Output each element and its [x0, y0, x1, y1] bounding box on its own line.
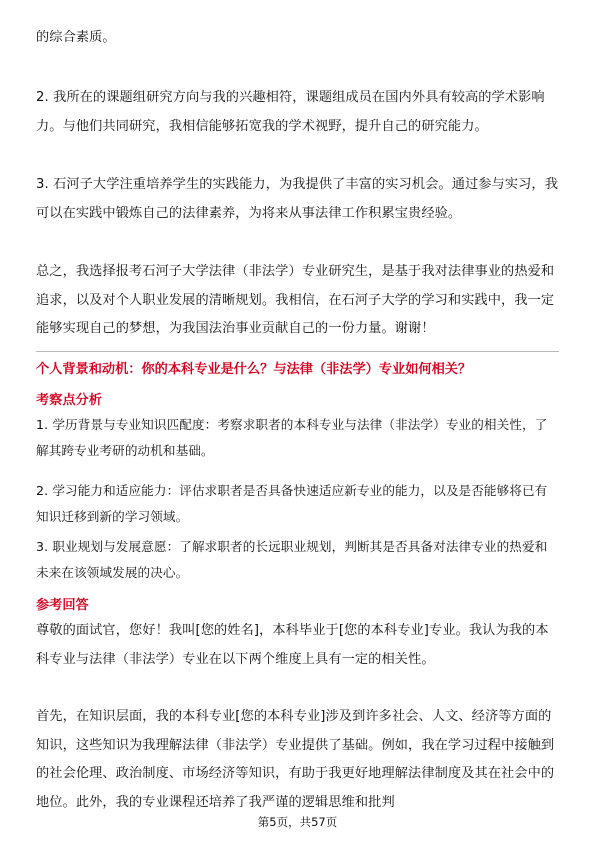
- page-number: 第5页，共57页: [257, 815, 338, 829]
- analysis-heading: 考察点分析: [36, 393, 102, 408]
- paragraph-point-3: 3. 石河子大学注重培养学生的实践能力，为我提供了丰富的实习机会。通过参与实习，我可以在实践中锻炼自己的法律素养，为将来从事法律工作积累宝贵经验。: [36, 177, 558, 221]
- answer-heading: 参考回答: [36, 598, 89, 613]
- answer-paragraph-2: 首先，在知识层面，我的本科专业[您的本科专业]涉及到许多社会、人文、经济等方面的知识，这些知识为我理解法律（非法学）专业提供了基础。例如，我在学习过程中接触到的社会伦理、政治制度、市场经济等知识，有助于我更好地理解法律制度及其在社会中的地位。此外，我的专业课程还培养了我严谨的逻辑思维和批判: [36, 709, 555, 810]
- analysis-item-1: 1. 学历背景与专业知识匹配度：考察求职者的本科专业与法律（非法学）专业的相关性，了解其跨专业考研的动机和基础。: [36, 417, 548, 458]
- section-divider: [36, 351, 559, 352]
- paragraph-continuation: 的综合素质。: [36, 30, 116, 45]
- answer-paragraph-1: 尊敬的面试官，您好！我叫[您的姓名]，本科毕业于[您的本科专业]专业。我认为我的本科专业与法律（非法学）专业在以下两个维度上具有一定的相关性。: [36, 623, 549, 667]
- analysis-item-3: 3. 职业规划与发展意愿：了解求职者的长远职业规划，判断其是否具备对法律专业的热爱和未来在该领域发展的决心。: [36, 539, 548, 580]
- paragraph-conclusion: 总之，我选择报考石河子大学法律（非法学）专业研究生，是基于我对法律事业的热爱和追求，以及对个人职业发展的清晰规划。我相信，在石河子大学的学习和实践中，我一定能够实现自己的梦想，为我国法治事业贡献自己的一份力量。谢谢！: [36, 264, 555, 336]
- question-title: 个人背景和动机：你的本科专业是什么？与法律（非法学）专业如何相关？: [36, 362, 472, 377]
- paragraph-point-2: 2. 我所在的课题组研究方向与我的兴趣相符，课题组成员在国内外具有较高的学术影响力。与他们共同研究，我相信能够拓宽我的学术视野，提升自己的研究能力。: [36, 90, 545, 134]
- analysis-item-2: 2. 学习能力和适应能力：评估求职者是否具备快速适应新专业的能力，以及是否能够将已有知识迁移到新的学习领域。: [36, 483, 548, 524]
